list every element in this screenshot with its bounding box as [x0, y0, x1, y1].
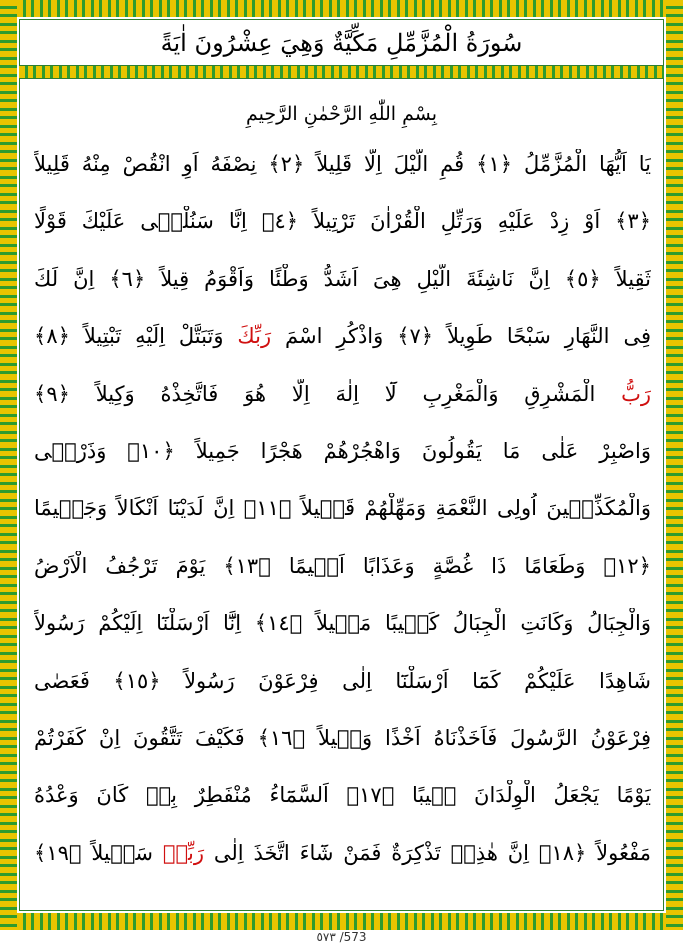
page-number: ٥٧٣ /573 [316, 930, 367, 944]
verse-line [34, 780, 651, 812]
verse-text: ﴿١٢﴾ وَطَعَامًا ذَا غُصَّةٍ وَعَذَابًا اَلٖيمًا ﴿١٣﴾ يَوْمَ تَرْجُفُ الْاَرْضُ [34, 553, 651, 578]
verse-text: يَا اَيُّهَا الْمُزَّمِّلُ ﴿١﴾ قُمِ الَّيْلَ اِلَّا قَلِيلاً ﴿٢﴾ نِصْفَهُ اَوِ انْقُصْ مِنْهُ قَلِيلاً [34, 152, 651, 176]
verse-text: وَاصْبِرْ عَلٰى مَا يَقُولُونَ وَاهْجُرْهُمْ هَجْرًا جَمِيلاً ﴿١٠﴾ وَذَرْنٖى [34, 439, 651, 463]
verse-text: وَتَبَتَّلْ اِلَيْهِ تَبْتِيلاً ﴿٨﴾ [34, 324, 238, 349]
verse-line [34, 264, 651, 296]
basmala: بِسْمِ اللّٰهِ الرَّحْمٰنِ الرَّحِيمِ [246, 103, 437, 125]
divine-name-highlight: رَبِّكَ [237, 324, 272, 349]
verse-text: وَالْجِبَالُ وَكَانَتِ الْجِبَالُ كَثٖيبًا مَهٖيلاً ﴿١٤﴾ اِنَّٓا اَرْسَلْنَٓا اِلَيْكُمْ رَسُولاً [34, 611, 651, 636]
verse-text: ﴿٣﴾ اَوْ زِدْ عَلَيْهِ وَرَتِّلِ الْقُرْاٰنَ تَرْتِيلاً ﴿٤﴾ اِنَّا سَنُلْقٖى عَلَيْكَ قَوْلًا [34, 209, 651, 234]
verse-text: شَاهِدًا عَلَيْكُمْ كَمَٓا اَرْسَلْنَٓا اِلٰى فِرْعَوْنَ رَسُولاً ﴿١٥﴾ فَعَصٰى [34, 668, 651, 693]
quran-text-panel [19, 78, 664, 911]
verse-text: سَبٖيلاً ﴿١٩﴾ [34, 840, 163, 865]
border-right [666, 0, 683, 930]
surah-title: سُورَةُ الْمُزَّمِّلِ مَكِّيَّةٌ وَهِيَ عِشْرُونَ اٰيَةً [160, 28, 523, 57]
surah-header [19, 19, 664, 66]
verse-text: فِى النَّهَارِ سَبْحًا طَوِيلاً ﴿٧﴾ وَاذْكُرِ اسْمَ [271, 324, 651, 349]
verse-line [34, 838, 651, 870]
divine-name-highlight: رَبِّهٖ [162, 840, 205, 865]
verse-line [34, 436, 651, 468]
verse-text: الْمَشْرِقِ وَالْمَغْرِبِ لَٓا اِلٰهَ اِلَّا هُوَ فَاتَّخِذْهُ وَكِيلاً ﴿٩﴾ [34, 381, 622, 406]
verse-line [34, 723, 651, 755]
verse-line [34, 321, 651, 353]
verse-line [34, 666, 651, 698]
verse-line [34, 493, 651, 525]
verse-line [34, 206, 651, 238]
border-left [0, 0, 17, 930]
verse-text: يَوْمًا يَجْعَلُ الْوِلْدَانَ شٖيبًا ﴿١٧﴾ اَلسَّمَٓاءُ مُنْفَطِرٌ بِهٖ كَانَ وَعْدُهُ [34, 783, 651, 808]
verse-text: مَفْعُولاً ﴿١٨﴾ اِنَّ هٰذِهٖ تَذْكِرَةٌ فَمَنْ شَٓاءَ اتَّخَذَ اِلٰى [204, 840, 651, 865]
verse-line [34, 149, 651, 181]
border-bottom [0, 913, 683, 930]
verse-line [34, 608, 651, 640]
border-top [0, 0, 683, 17]
decorative-band [19, 66, 664, 78]
verse-line [34, 379, 651, 411]
verse-text: وَالْمُكَذِّبٖينَ اُولِى النَّعْمَةِ وَمَهِّلْهُمْ قَلٖيلاً ﴿١١﴾ اِنَّ لَدَيْنَٓا اَنْكَالاً وَجَحٖيمًا [34, 496, 651, 521]
verse-line [34, 551, 651, 583]
divine-name-highlight: رَبُّ [621, 381, 651, 406]
verse-text: فِرْعَوْنُ الرَّسُولَ فَاَخَذْنَاهُ اَخْذًا وَبٖيلاً ﴿١٦﴾ فَكَيْفَ تَتَّقُونَ اِنْ كَفَرْتُمْ [34, 726, 651, 750]
verse-text: ثَقِيلاً ﴿٥﴾ اِنَّ نَاشِئَةَ الَّيْلِ هِىَ اَشَدُّ وَطْئًا وَاَقْوَمُ قِيلاً ﴿٦﴾ اِنَّ لَكَ [34, 266, 651, 291]
